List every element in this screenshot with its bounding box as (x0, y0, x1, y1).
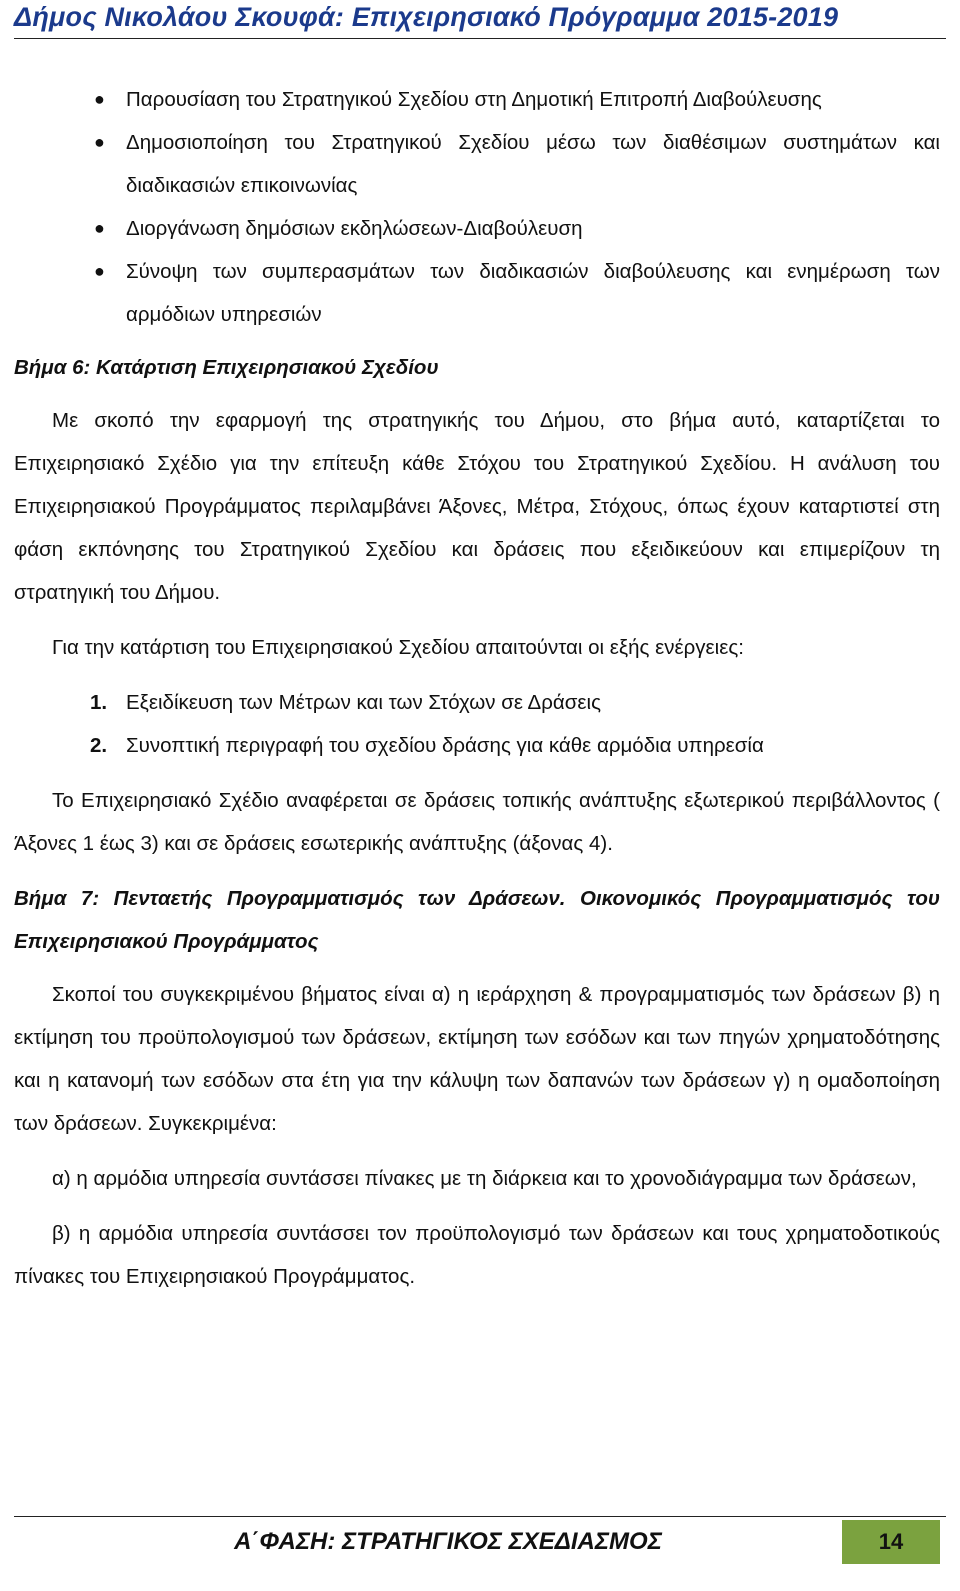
step7-paragraph-2: α) η αρμόδια υπηρεσία συντάσσει πίνακες με τη διάρκεια και το χρονοδιάγραμμα των δράσεων, (52, 1167, 917, 1190)
list-item (14, 78, 940, 121)
list-item (14, 681, 940, 724)
header-divider (14, 38, 946, 39)
item-number: 2. (90, 734, 108, 757)
bullet-text: Διοργάνωση δημόσιων εκδηλώσεων-Διαβούλευση (126, 217, 583, 240)
list-item (14, 121, 940, 207)
bullet-icon: ● (94, 261, 105, 281)
step6-numbered-list (14, 681, 940, 767)
footer-phase-title: Α΄ΦΑΣΗ: ΣΤΡΑΤΗΓΙΚΟΣ ΣΧΕΔΙΑΣΜΟΣ (234, 1528, 662, 1555)
list-item (14, 250, 940, 336)
item-text: Εξειδίκευση των Μέτρων και των Στόχων σε Δράσεις (126, 691, 601, 714)
page-header-title: Δήμος Νικολάου Σκουφά: Επιχειρησιακό Πρόγραμμα 2015-2019 (14, 2, 839, 32)
list-item (14, 207, 940, 250)
bullet-text: Παρουσίαση του Στρατηγικού Σχεδίου στη Δημοτική Επιτροπή Διαβούλευσης (126, 88, 822, 111)
step7-paragraph-3: β) η αρμόδια υπηρεσία συντάσσει τον προϋπολογισμό των δράσεων και τους χρηματοδοτικούς πίνακες του Επιχειρησιακού Προγράμματος. (14, 1222, 940, 1288)
step6-heading: Βήμα 6: Κατάρτιση Επιχειρησιακού Σχεδίου (14, 356, 439, 379)
step6-paragraph-3: Το Επιχειρησιακό Σχέδιο αναφέρεται σε δράσεις τοπικής ανάπτυξης εξωτερικού περιβάλλοντος ( Άξονες 1 έως 3) και σε δράσεις εσωτερικής ανάπτυξης (άξονας 4). (14, 789, 940, 855)
consultation-bullet-list (14, 78, 940, 336)
step7-paragraph-1: Σκοποί του συγκεκριμένου βήματος είναι α) η ιεράρχηση & προγραμματισμός των δράσεων β) η εκτίμηση του προϋπολογισμού των δράσεων, εκτίμηση των εσόδων και των πηγών χρηματοδότησης και η κατανομή των εσόδων στα έτη για την κάλυψη των δαπανών των δράσεων γ) η ομαδοποίηση των δράσεων. Συγκεκριμένα: (14, 983, 940, 1135)
footer-divider (14, 1516, 946, 1517)
bullet-text: Σύνοψη των συμπερασμάτων των διαδικασιών διαβούλευσης και ενημέρωση των αρμόδιων υπηρεσιών (126, 260, 940, 326)
list-item (14, 724, 940, 767)
bullet-icon: ● (94, 218, 105, 238)
item-text: Συνοπτική περιγραφή του σχεδίου δράσης για κάθε αρμόδια υπηρεσία (126, 734, 764, 757)
item-number: 1. (90, 691, 108, 714)
page-number-badge: 14 (842, 1520, 940, 1564)
bullet-icon: ● (94, 89, 105, 109)
document-body (14, 78, 940, 1310)
bullet-icon: ● (94, 132, 105, 152)
step6-paragraph-2: Για την κατάρτιση του Επιχειρησιακού Σχεδίου απαιτούνται οι εξής ενέργειες: (52, 636, 744, 659)
step6-paragraph-1: Με σκοπό την εφαρμογή της στρατηγικής του Δήμου, στο βήμα αυτό, καταρτίζεται το Επιχειρησιακό Σχέδιο για την επίτευξη κάθε Στόχου του Στρατηγικού Σχεδίου. Η ανάλυση του Επιχειρησιακού Προγράμματος περιλαμβάνει Άξονες, Μέτρα, Στόχους, όπως έχουν καταρτιστεί στη φάση εκπόνησης του Στρατηγικού Σχεδίου και δράσεις που εξειδικεύουν και επιμερίζουν τη στρατηγική του Δήμου. (14, 409, 940, 604)
bullet-text: Δημοσιοποίηση του Στρατηγικού Σχεδίου μέσω των διαθέσιμων συστημάτων και διαδικασιών επικοινωνίας (126, 131, 940, 197)
step7-heading: Βήμα 7: Πενταετής Προγραμματισμός των Δράσεων. Οικονομικός Προγραμματισμός του Επιχειρησιακού Προγράμματος (14, 887, 940, 953)
